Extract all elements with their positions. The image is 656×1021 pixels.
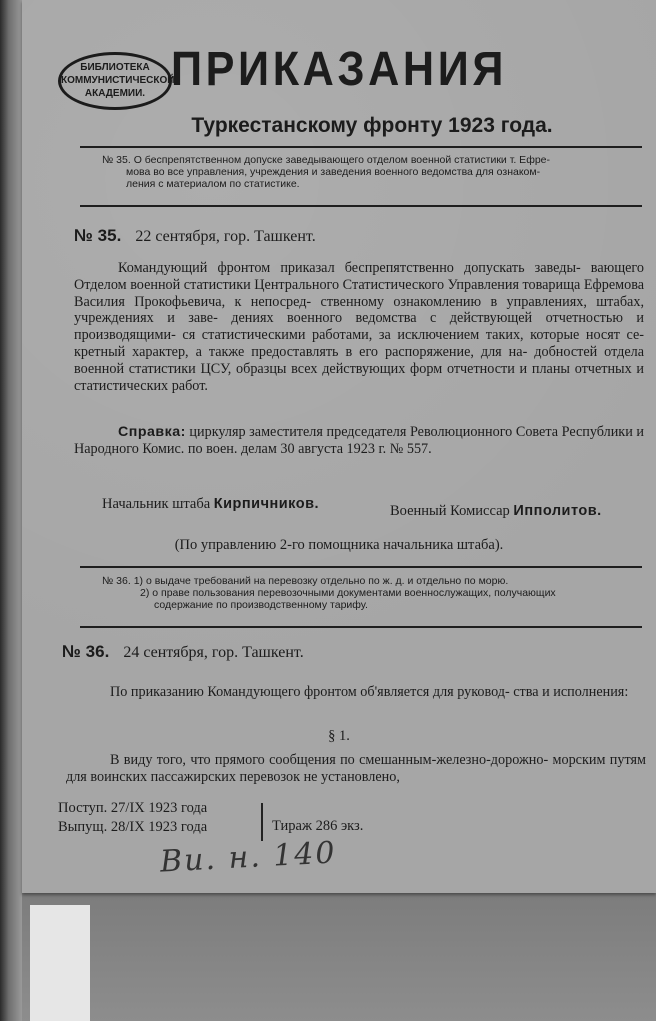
handwritten-annotation: Ви. н. 140 — [159, 835, 338, 880]
order-35-summary-line: мова во все управления, учреждения и заведения военного ведомства для ознаком- — [126, 166, 541, 178]
order-36-summary-line: 2) о праве пользования перевозочными документами военнослужащих, получающих — [140, 587, 556, 599]
order-36-intro — [66, 684, 646, 701]
chief-name: Кирпичников. — [213, 496, 320, 512]
received-date: Поступ. 27/IX 1923 года — [58, 800, 208, 816]
section-1-text — [66, 752, 646, 786]
order-36-rule-bottom — [80, 626, 642, 628]
order-36-number: № 36. — [62, 642, 110, 661]
section-heading: § 1. — [328, 728, 350, 744]
commissar-name: Ипполитов. — [513, 503, 602, 519]
order-36-summary-line: содержание по производственному тарифу. — [154, 599, 368, 611]
book-spine-edge — [0, 0, 22, 1021]
header-rule — [80, 146, 642, 148]
order-36-summary — [102, 575, 556, 611]
order-35-summary-line: № 35. О беспрепятственном допуске заведывающего отделом военной статистики т. Ефре- — [102, 154, 551, 166]
order-35-note: (По управлению 2-го помощника начальника штаба). — [174, 537, 504, 553]
order-35-number: № 35. — [74, 226, 122, 245]
chief-label: Начальник штаба — [102, 496, 211, 512]
order-36-dateline: 24 сентября, гор. Ташкент. — [123, 644, 304, 661]
imprint-dates — [58, 799, 207, 837]
stamp-line-2: КОММУНИСТИЧЕСКОЙ — [61, 75, 175, 86]
imprint-divider — [261, 803, 263, 841]
document-page — [22, 0, 656, 893]
order-35-reference — [74, 424, 644, 458]
signature-chief — [102, 496, 319, 513]
order-35-body-text: Командующий фронтом приказал беспрепятственно допускать заведы- вающего Отделом военной статистики Центрального Статистического Управления товарища Ефремова Василия Прокофьевича, к непосред- ственному ознакомлению в управлениях, штабах, учреждениях и заве- дениях военного ведомства с действующей отчетностью и производящими- ся статистическими работами, за исключением таких, которые носят се- кретный характер, а также предоставлять в его распоряжение, для на- добностей отдела военной статистики ЦСУ, образцы всех действующих форм отчетности и планы отчетных и статистических работ. — [74, 260, 645, 394]
section-1-body: В виду того, что прямого сообщения по смешанным-железно-дорожно- морским путям для воинских пассажирских перевозок не установлено, — [66, 752, 646, 785]
order-35-summary-line: ления с материалом по статистике. — [126, 178, 300, 190]
order-35-rule — [80, 205, 642, 207]
order-35-heading — [74, 226, 316, 246]
signature-commissar — [390, 503, 602, 520]
order-36-heading — [62, 642, 304, 662]
order-35-body — [74, 260, 644, 394]
order-36-summary-line: № 36. 1) о выдаче требований на перевозку отдельно по ж. д. и отдельно по морю. — [102, 575, 509, 587]
reference-label: Справка: — [118, 424, 186, 440]
document-title: ПРИКАЗАНИЯ — [170, 43, 508, 96]
commissar-label: Военный Комиссар — [390, 503, 510, 519]
scan-background — [22, 890, 656, 1021]
scan-paper-strip — [30, 905, 90, 1021]
order-35-dateline: 22 сентября, гор. Ташкент. — [135, 228, 316, 245]
reference-text: циркуляр заместителя председателя Революционного Совета Республики и Народного Комис. по воен. делам 30 августа 1923 г. № 557. — [74, 424, 644, 457]
issued-date: Выпущ. 28/IX 1923 года — [58, 819, 208, 835]
stamp-line-3: АКАДЕМИИ. — [84, 88, 146, 99]
order-36-intro-text: По приказанию Командующего фронтом об'является для руковод- ства и исполнения: — [110, 684, 629, 700]
print-run: Тираж 286 экз. — [272, 818, 364, 834]
document-subtitle: Туркестанскому фронту 1923 года. — [191, 114, 553, 137]
order-36-rule-top — [80, 566, 642, 568]
stamp-line-1: БИБЛИОТЕКА — [80, 62, 150, 73]
order-35-summary — [102, 154, 550, 190]
